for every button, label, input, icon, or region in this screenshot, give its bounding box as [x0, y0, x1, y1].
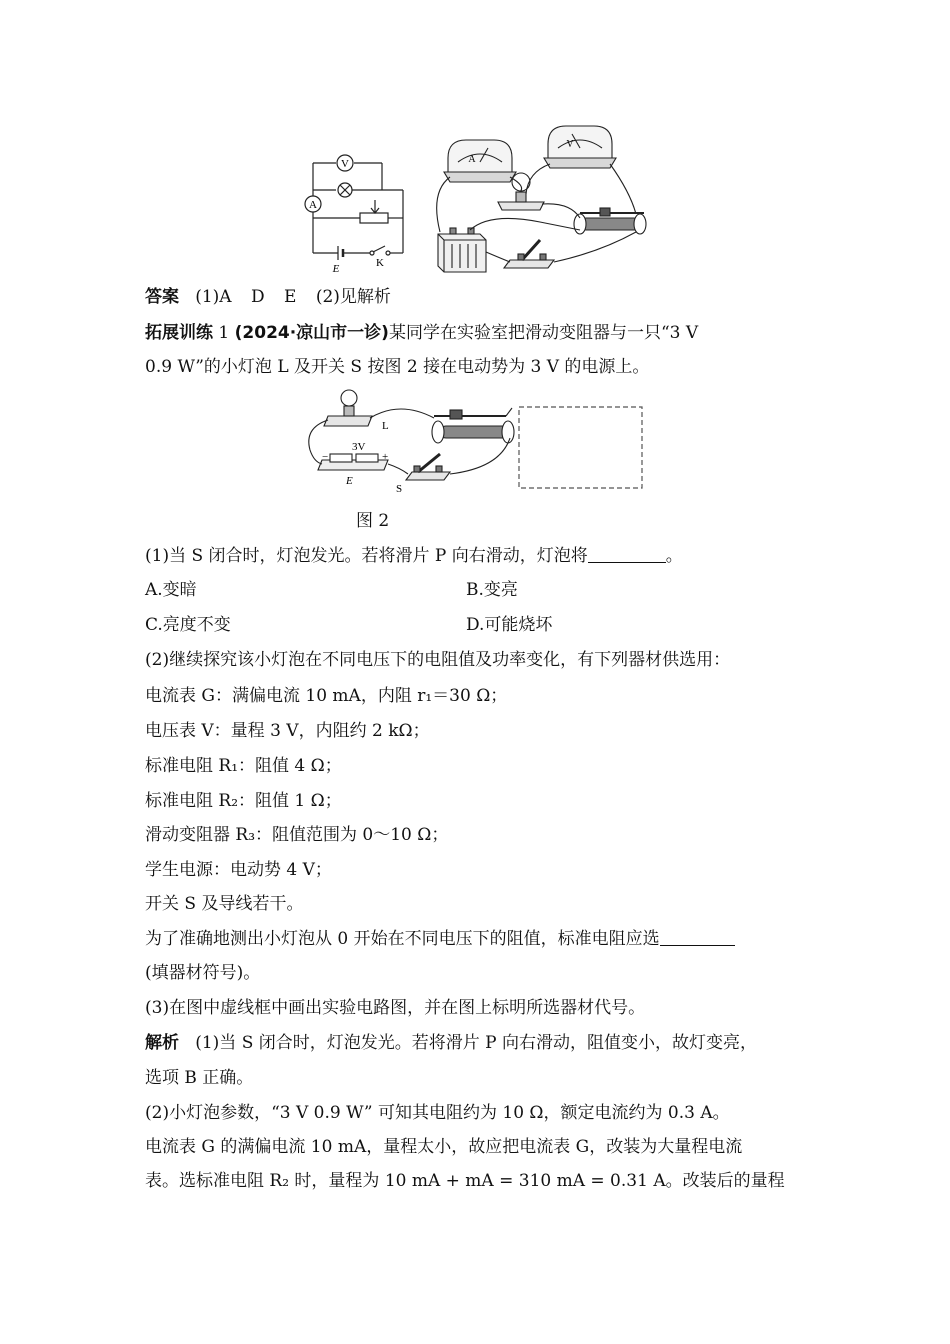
voltmeter-symbol-label: V [341, 158, 349, 170]
analysis-p2a: (2)小灯泡参数，“3 V 0.9 W” 可知其电阻约为 10 Ω，额定电流约为 0.3 A。 [145, 1103, 730, 1123]
fig2-label-l: L [382, 420, 389, 432]
q2-answer-blank [660, 929, 735, 946]
exercise-text-1: 某同学在实验室把滑动变阻器与一只“3 V [388, 323, 699, 343]
dashed-answer-box [519, 407, 642, 488]
exercise-line-2: 0.9 W”的小灯泡 L 及开关 S 按图 2 接在电动势为 3 V 的电源上。 [145, 357, 650, 377]
exercise-label: 拓展训练 [145, 323, 213, 343]
analysis-label: 解析 [145, 1033, 179, 1053]
q2-item-voltmeter: 电压表 V：量程 3 V，内阻约 2 kΩ； [145, 721, 430, 741]
emf-label: E [332, 263, 340, 275]
q2-item-power: 学生电源：电动势 4 V； [145, 860, 332, 880]
apparatus-drawing-fig1 [430, 122, 660, 277]
fig2-label-e: E [346, 475, 353, 487]
exercise-number: 1 [218, 323, 230, 343]
analysis-p2c: 表。选标准电阻 R₂ 时，量程为 10 mA + mA = 310 mA = 0.31 A。改装后的量程 [145, 1171, 785, 1191]
photo-voltmeter-label: V [566, 139, 574, 150]
q1-end: 。 [665, 546, 683, 566]
answer-text: (1)A D E (2)见解析 [195, 287, 391, 307]
q2-ask-text: 为了准确地测出小灯泡从 0 开始在不同电压下的阻值，标准电阻应选 [145, 929, 660, 949]
analysis-p2b: 电流表 G 的满偏电流 10 mA，量程太小，故应把电流表 G，改装为大量程电流 [145, 1137, 743, 1157]
q1-option-d: D.可能烧坏 [466, 615, 553, 635]
q2-item-switch: 开关 S 及导线若干。 [145, 894, 304, 914]
circuit-schematic-fig1 [300, 150, 410, 275]
q1-option-b: B.变亮 [466, 580, 518, 600]
q2-ask-end: (填器材符号)。 [145, 963, 261, 983]
switch-label: K [376, 257, 384, 269]
fig2-label-s: S [396, 483, 403, 495]
q1-text: (1)当 S 闭合时，灯泡发光。若将滑片 P 向右滑动，灯泡将 [145, 546, 588, 566]
q3-text: (3)在图中虚线框中画出实验电路图，并在图上标明所选器材代号。 [145, 998, 646, 1018]
exercise-source: (2024·凉山市一诊) [234, 323, 389, 343]
q2-item-r2: 标准电阻 R₂：阻值 1 Ω； [145, 791, 342, 811]
fig2-label-minus: − [322, 451, 329, 463]
analysis-p1a: (1)当 S 闭合时，灯泡发光。若将滑片 P 向右滑动，阻值变小，故灯变亮， [195, 1033, 757, 1053]
fig2-label-plus: + [382, 451, 389, 463]
apparatus-drawing-fig2 [300, 388, 650, 498]
q2-item-r1: 标准电阻 R₁：阻值 4 Ω； [145, 756, 342, 776]
q2-item-galvanometer: 电流表 G：满偏电流 10 mA，内阻 r₁＝30 Ω； [145, 686, 508, 706]
exercise-line-1 [145, 321, 698, 345]
q2-ask [145, 927, 735, 951]
fig2-caption: 图 2 [356, 511, 390, 531]
answer-line [145, 285, 391, 309]
q1-option-c: C.亮度不变 [145, 615, 231, 635]
photo-ammeter-label: A [468, 154, 476, 165]
q2-item-r3: 滑动变阻器 R₃：阻值范围为 0～10 Ω； [145, 825, 449, 845]
q1-option-a: A.变暗 [145, 580, 197, 600]
fig2-label-3v: 3V [352, 441, 366, 453]
analysis-p1b: 选项 B 正确。 [145, 1068, 254, 1088]
q1-stem [145, 544, 683, 568]
q2-intro: (2)继续探究该小灯泡在不同电压下的电阻值及功率变化，有下列器材供选用： [145, 650, 731, 670]
ammeter-symbol-label: A [309, 199, 317, 211]
q1-answer-blank [588, 546, 666, 563]
answer-label: 答案 [145, 287, 179, 307]
analysis-line-1 [145, 1031, 757, 1055]
